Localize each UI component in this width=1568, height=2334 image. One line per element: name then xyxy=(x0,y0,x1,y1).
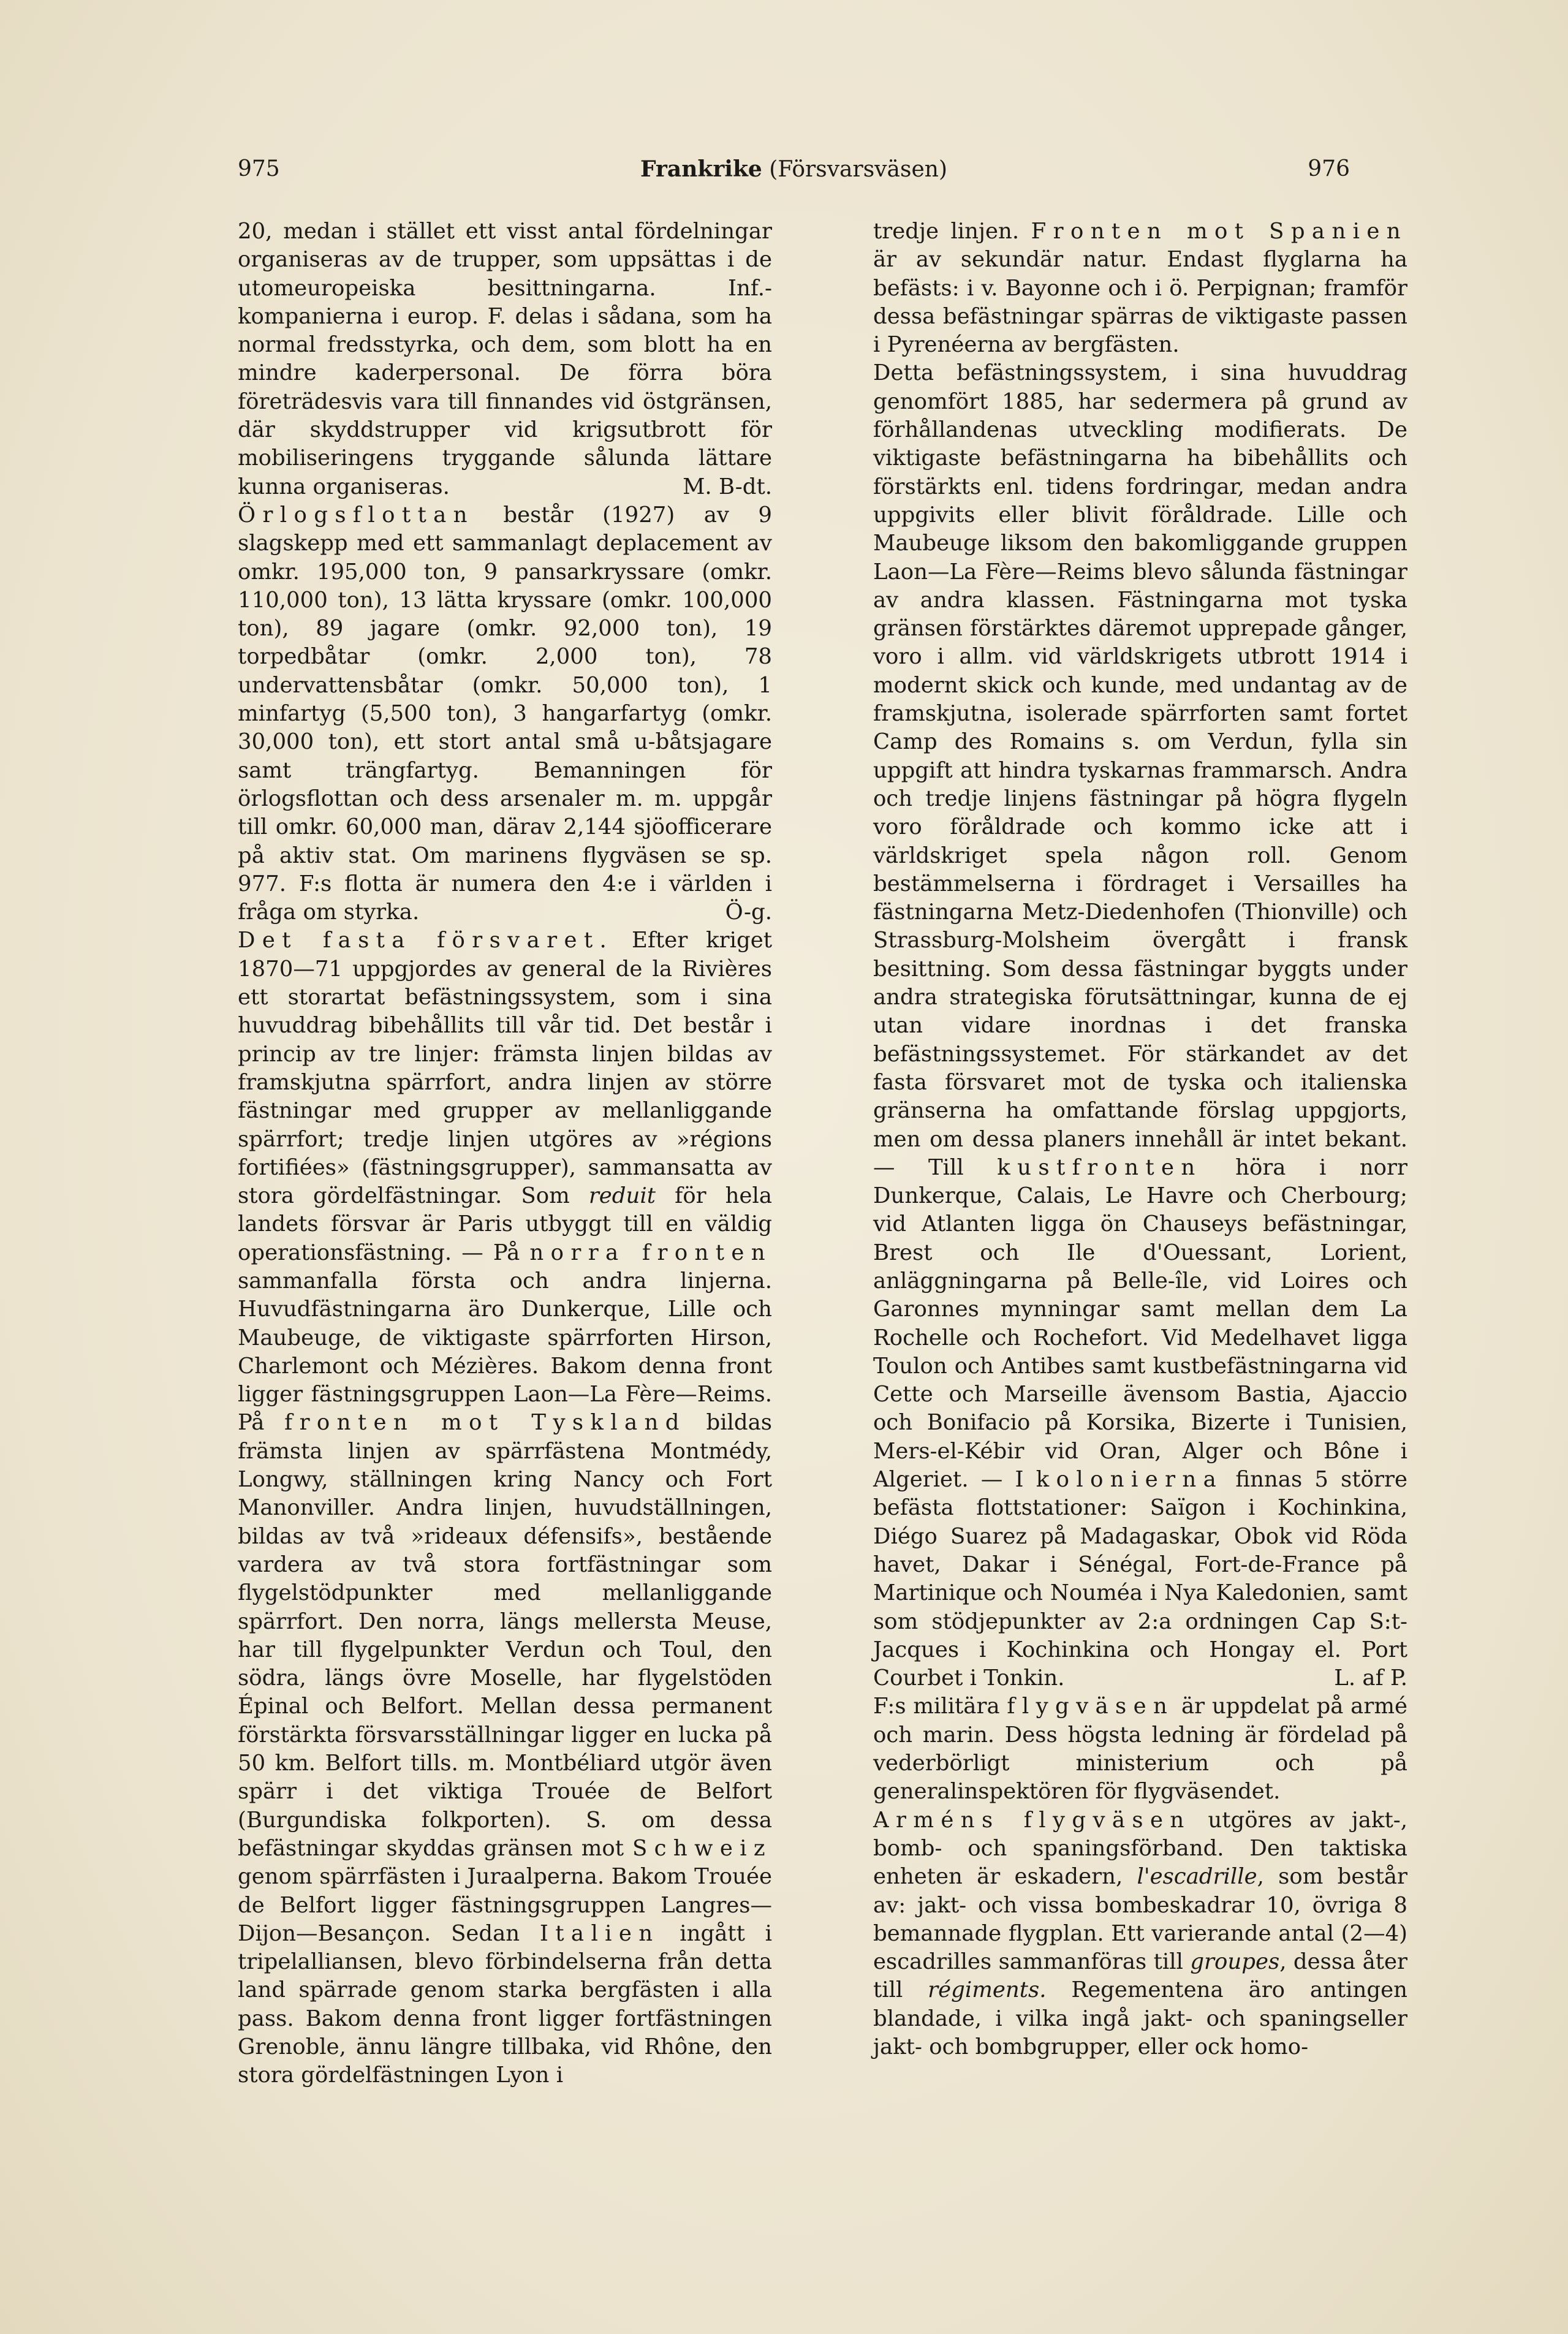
emphasis-text: groupes xyxy=(1190,1949,1280,1975)
emphasis-text: régiments. xyxy=(928,1977,1047,2003)
emphasis-text: reduit xyxy=(588,1183,656,1209)
paragraph-text: genom spärrfästen i Juraalperna. Bakom Trouée de Belfort ligger fästningsgruppen Langres—Dijon—Besançon. Sedan xyxy=(238,1864,772,1946)
page-number-left: 975 xyxy=(238,156,280,181)
spaced-term: flygväsen xyxy=(1007,1694,1175,1719)
paragraph-text: finnas 5 större befästa flottstationer: Saïgon i Kochinkina, Diégo Suarez på Madagaskar, Obok vid Röda havet, Dakar i Sénégal, Fort-de-France på Martinique och Nouméa i Nya Kaledonien, samt som stödjepunkter av 2:a ordningen Cap S:t-Jacques i Kochinkina och Hongay el. Port Courbet i Tonkin. xyxy=(873,1467,1407,1691)
paragraph-text: 20, medan i stället ett visst antal fördelningar organiseras av de trupper, som uppsättas i de utomeuropeiska besittningarna. Inf.-kompanierna i europ. F. delas i sådana, som ha normal fredsstyrka, och dem, som blott ha en mindre kaderpersonal. De förra böra företrädesvis vara till finnandes vid östgränsen, där skyddstrupper vid krigsutbrott för mobiliseringens tryggande sålunda lättare kunna organiseras. xyxy=(238,219,772,499)
paragraph-text: , dessa åter till xyxy=(873,1949,1407,2003)
spaced-term: Arméns flygväsen xyxy=(873,1807,1191,1833)
paragraph-army-organisation xyxy=(238,218,772,501)
spaced-term: Fronten mot Spanien xyxy=(1031,219,1407,244)
paragraph-text: Detta befästningssystem, i sina huvuddrag genomfört 1885, har sedermera på grund av förhållandenas utveckling modifierats. De viktigaste befästningarna ha bibehållits och förstärkts enl. tidens fordringar, medan andra uppgivits eller blivit föråldrade. Lille och Maubeuge liksom den bakomliggande gruppen Laon—La Fère—Reims blevo sålunda fästningar av andra klassen. Fästningarna mot tyska gränsen förstärktes däremot upprepade gånger, voro i allm. vid världskrigets utbrott 1914 i modernt skick och kunde, med undantag av de framskjutna, isolerade spärrforten samt fortet Camp des Romains s. om Verdun, fylla sin uppgift att hindra tyskarnas frammarsch. Andra och tredje linjens fästningar på högra flygeln voro föråldrade och kommo icke att i världskriget spela någon roll. Genom bestämmelserna i fördraget i Versailles ha fästningarna Metz-Diedenhofen (Thionville) och Strassburg-Molsheim övergått i fransk besittning. Som dessa fästningar byggts under andra strategiska förutsättningar, kunna de ej utan vidare inordnas i det franska befästningssystemet. För stärkandet av det fasta försvaret mot de tyska och italienska gränserna ha omfattande förslag uppgjorts, men om dessa planers innehåll är intet bekant. — Till xyxy=(873,360,1407,1180)
paragraph-air-force xyxy=(873,1692,1407,1806)
paragraph-text: bildas främsta linjen av spärrfästena Montmédy, Longwy, ställningen kring Nancy och Fort Manonviller. Andra linjen, huvudställningen, bildas av två »rideaux défensifs», bestående vardera av två stora fortfästningar som flygelstödpunkter med mellanliggande spärrfort. Den norra, längs mellersta Meuse, har till flygelpunkter Verdun och Toul, den södra, längs övre Moselle, har flygelstöden Épinal och Belfort. Mellan dessa permanent förstärkta försvarsställningar ligger en lucka på 50 km. Belfort tills. m. Montbéliard utgör även spärr i det viktiga Trouée de Belfort (Burgundiska folkporten). S. om dessa befästningar skyddas gränsen mot xyxy=(238,1410,773,1861)
spaced-term: fronten mot Tyskland xyxy=(284,1410,686,1436)
paragraph-text: är av sekundär natur. Endast flyglarna ha befästs: i v. Bayonne och i ö. Perpignan; framför dessa befästningar spärras de viktigaste passen i Pyrenéerna av bergfästen. xyxy=(873,247,1407,358)
paragraph-navy xyxy=(238,501,772,926)
spaced-term: Schweiz xyxy=(632,1835,772,1861)
title-sub: (Försvarsväsen) xyxy=(769,157,947,182)
running-header xyxy=(238,156,1350,193)
paragraph-text: för hela landets försvar är Paris utbyggt till en väldig operationsfästning. — På xyxy=(238,1183,772,1265)
paragraph-text: tredje linjen. xyxy=(873,219,1031,244)
page-number-right: 976 xyxy=(1308,156,1350,181)
paragraph-text: F:s militära xyxy=(873,1694,1007,1719)
author-signature: L. af P. xyxy=(1334,1665,1407,1691)
paragraph-text: höra i norr Dunkerque, Calais, Le Havre och Cherbourg; vid Atlanten ligga ön Chauseys befästningar, Brest och Ile d'Ouessant, Lorient, anläggningarna på Belle-île, vid Loires och Garonnes mynningar samt mellan dem La Rochelle och Rochefort. Vid Medelhavet ligga Toulon och Antibes samt kustbefästningarna vid Cette och Marseille ävensom Bastia, Ajaccio och Bonifacio på Korsika, Bizerte i Tunisien, Mers-el-Kébir vid Oran, Alger och Bône i Algeriet. — I xyxy=(873,1154,1407,1493)
emphasis-text: l'escadrille xyxy=(1137,1864,1257,1890)
column-975 xyxy=(238,218,772,2090)
paragraph-spanish-front xyxy=(873,218,1407,359)
spaced-term: kustfronten xyxy=(997,1154,1202,1180)
paragraph-fortifications xyxy=(238,926,772,2090)
paragraph-text: Regementena äro antingen blandade, i vilka ingå jakt- och spaningseller jakt- och bombgrupper, eller ock homo- xyxy=(873,1977,1407,2059)
paragraph-army-air xyxy=(873,1806,1407,2062)
paragraph-text: är uppdelat på armé och marin. Dess högsta ledning är fördelad på vederbörligt ministerium och på generalinspektören för flygväsendet. xyxy=(873,1694,1407,1805)
paragraph-text: sammanfalla första och andra linjerna. Huvudfästningarna äro Dunkerque, Lille och Maubeuge, de viktigaste spärrforten Hirson, Charlemont och Mézières. Bakom denna front ligger fästningsgruppen Laon—La Fère—Reims. På xyxy=(238,1268,772,1436)
title-main: Frankrike xyxy=(640,156,762,182)
paragraph-text: Efter kriget 1870—71 uppgjordes av general de la Rivières ett storartat befästningssystem, som i sina huvuddrag bibehållits till vår tid. Det består i princip av tre linjer: främsta linjen bildas av framskjutna spärrfort, andra linjen av större fästningar med grupper av mellanliggande spärrfort; tredje linjen utgöres av »régions fortifiées» (fästningsgrupper), sammansatta av stora gördelfästningar. Som xyxy=(238,928,772,1209)
paragraph-text: , som består av: jakt- och vissa bombeskadrar 10, övriga 8 bemannade flygplan. Ett varierande antal (2—4) escadrilles sammanföras till xyxy=(873,1864,1407,1975)
column-976 xyxy=(873,218,1407,2061)
paragraph-text: ingått i tripelalliansen, blevo förbindelserna från detta land spärrade genom starka bergfästen i alla pass. Bakom denna front ligger fortfästningen Grenoble, ännu längre tillbaka, vid Rhône, den stora gördelfästningen Lyon i xyxy=(238,1920,772,2088)
spaced-term: norra fronten xyxy=(529,1240,772,1265)
paragraph-fortification-system xyxy=(873,359,1407,1692)
section-heading-fortifications: Det fasta försvaret. xyxy=(238,928,614,953)
author-signature: M. B-dt. xyxy=(683,474,772,499)
author-signature: Ö-g. xyxy=(725,900,772,925)
paragraph-text: består (1927) av 9 slagskepp med ett sammanlagt deplacement av omkr. 195,000 ton, 9 pansarkryssare (omkr. 110,000 ton), 13 lätta kryssare (omkr. 100,000 ton), 89 jagare (omkr. 92,000 ton), 19 torpedbåtar (omkr. 2,000 ton), 78 undervattensbåtar (omkr. 50,000 ton), 1 minfartyg (5,500 ton), 3 hangarfartyg (omkr. 30,000 ton), ett stort antal små u-båtsjagare samt trängfartyg. Bemanningen för örlogsflottan och dess arsenaler m. m. uppgår till omkr. 60,000 man, därav 2,144 sjöofficerare på aktiv stat. Om marinens flygväsen se sp. 977. F:s flotta är numera den 4:e i världen i fråga om styrka. xyxy=(238,502,772,925)
running-title xyxy=(238,156,1350,182)
section-heading-navy: Örlogsflottan xyxy=(238,502,474,528)
spaced-term: Italien xyxy=(539,1920,660,1946)
paragraph-text: utgöres av jakt-, bomb- och spaningsförband. Den taktiska enheten är eskadern, xyxy=(873,1807,1407,1890)
spaced-term: kolonierna xyxy=(1036,1467,1224,1493)
